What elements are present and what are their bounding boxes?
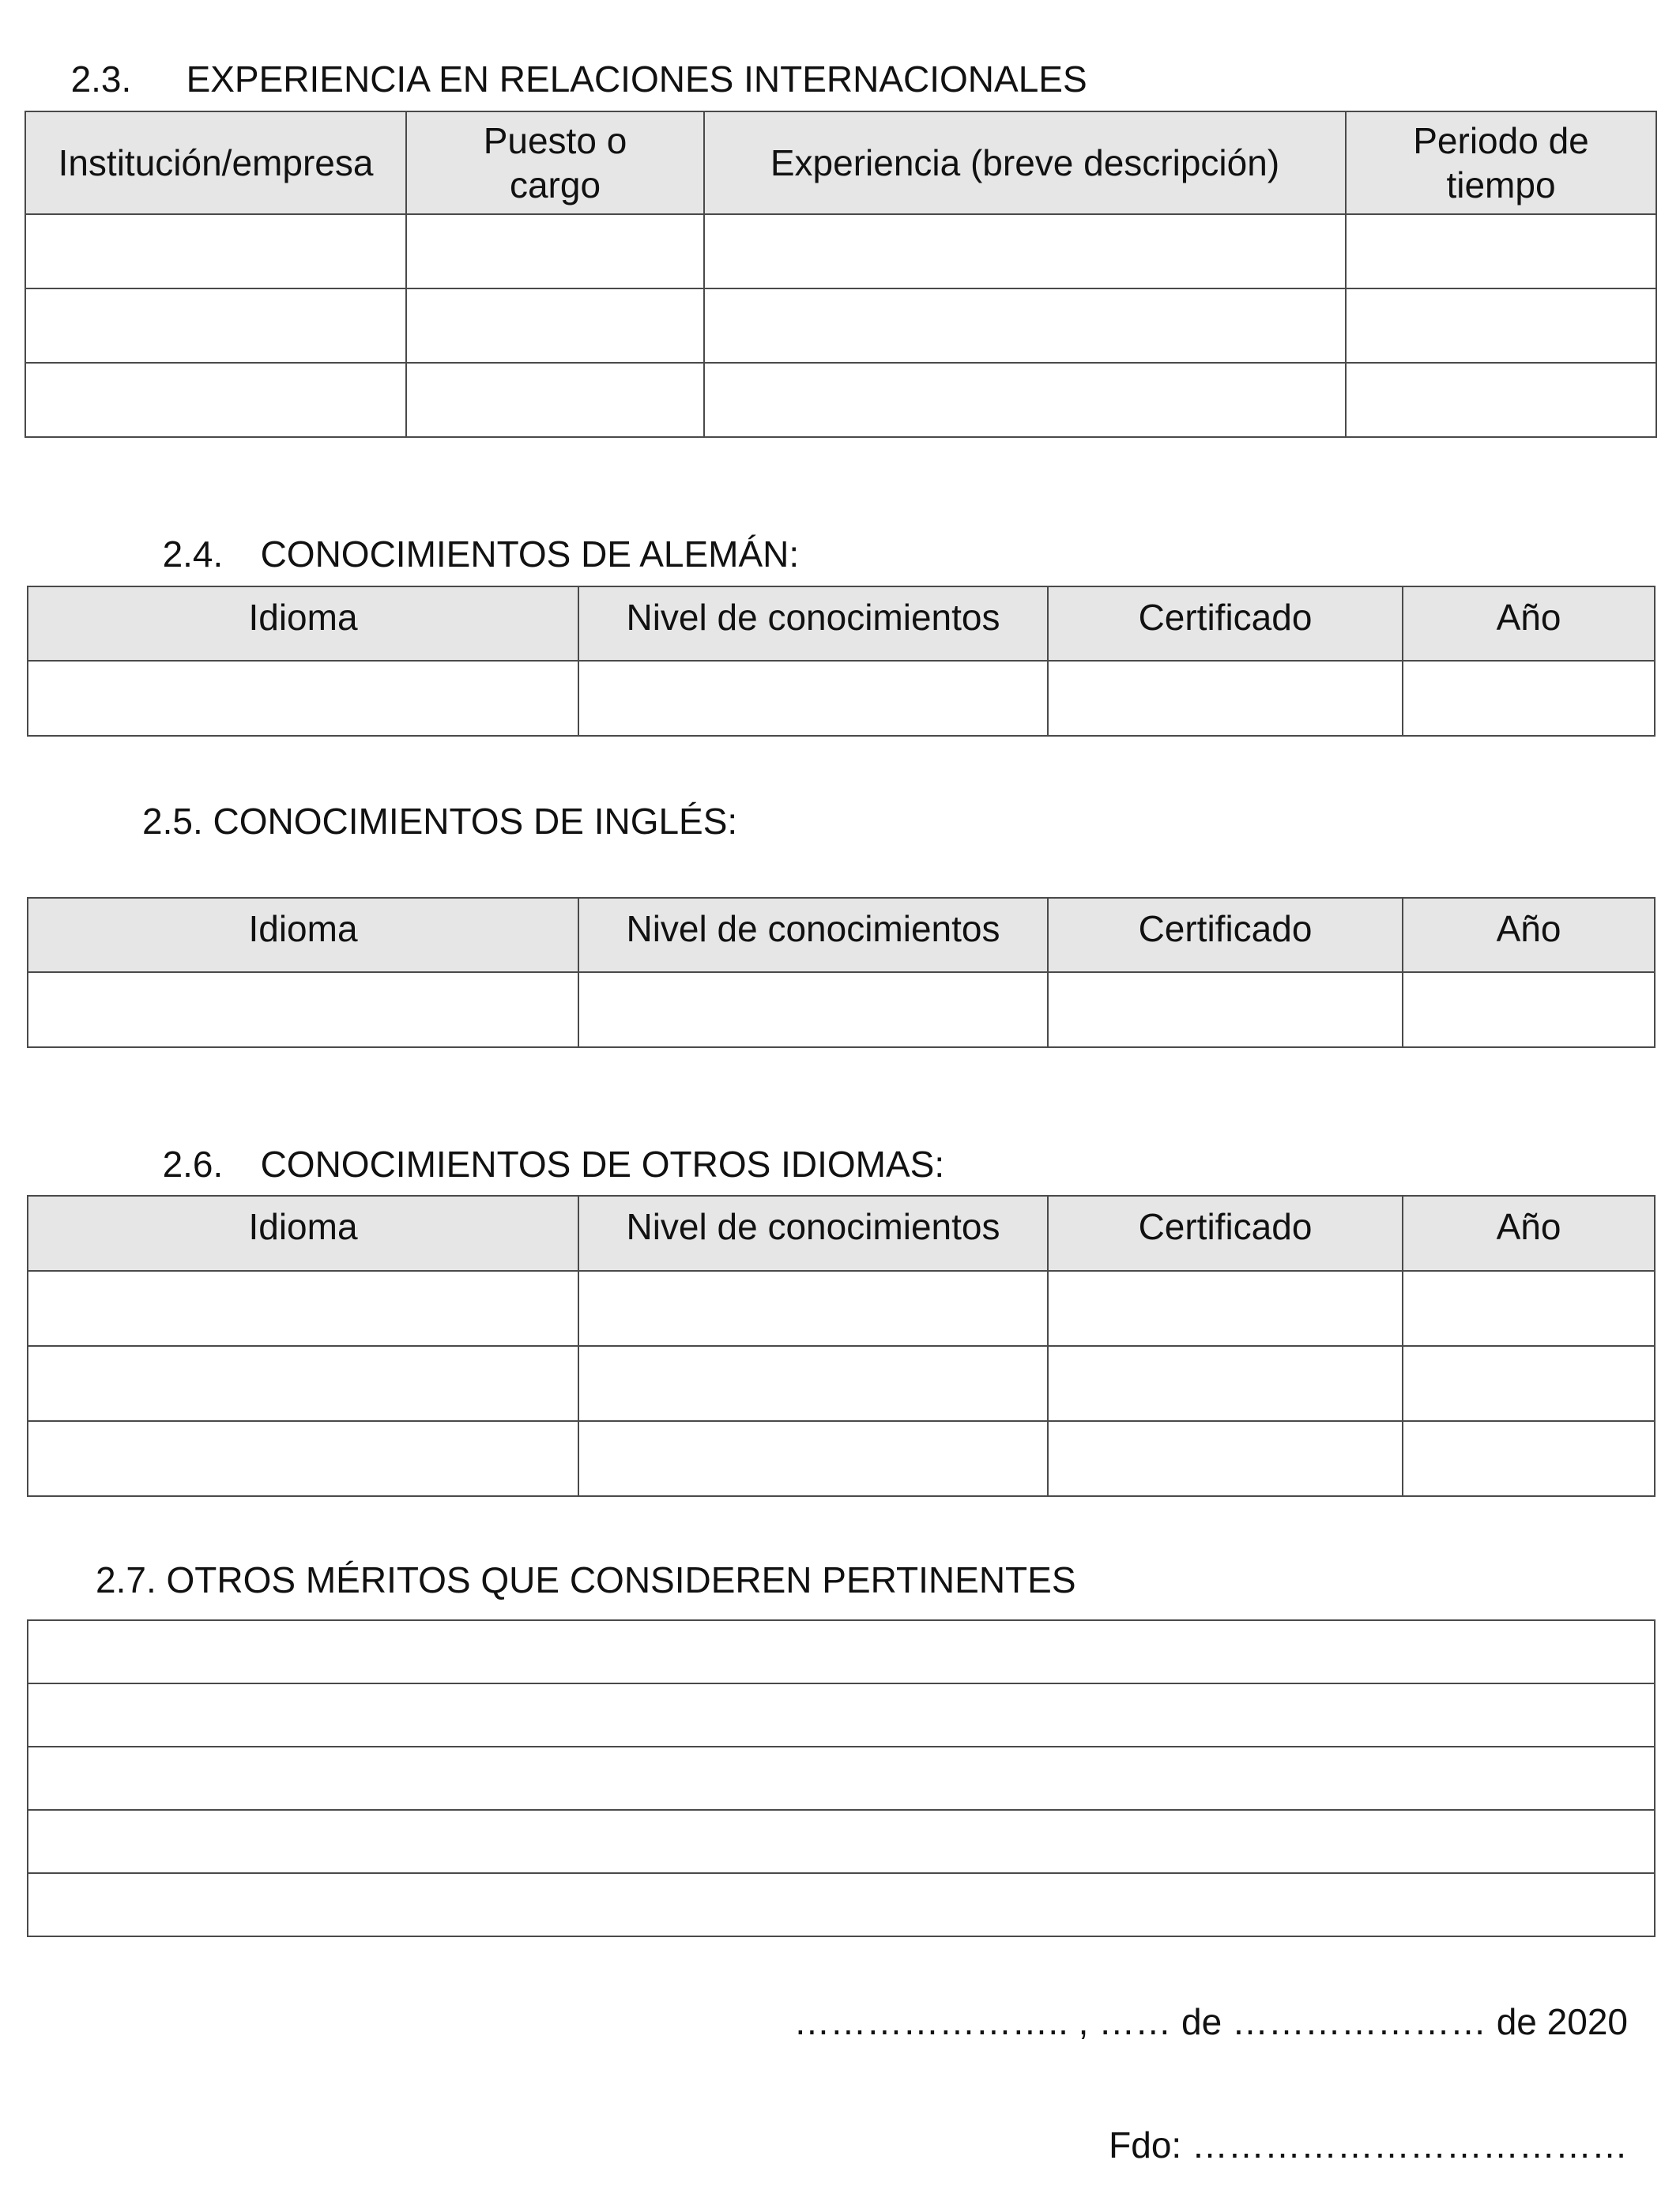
section-2-6-title: CONOCIMIENTOS DE OTROS IDIOMAS: [260,1144,945,1185]
section-2-5-heading: 2.5. CONOCIMIENTOS DE INGLÉS: [142,801,738,842]
section-2-6-number: 2.6. [162,1144,224,1185]
section-2-3-number: 2.3. [70,58,132,100]
table-cell[interactable] [704,288,1346,363]
table-cell[interactable] [1403,1346,1655,1421]
table-cell[interactable] [578,1346,1048,1421]
table-row [28,1421,1655,1496]
section-2-6-heading [142,1098,944,1186]
table-cell[interactable] [28,1346,578,1421]
table-row [28,1873,1655,1936]
column-header: Puesto o cargo [406,111,704,214]
column-header: Certificado [1048,1196,1403,1271]
table-row [25,214,1656,288]
section-2-4-heading [142,488,799,576]
table-cell[interactable] [704,214,1346,288]
table-cell[interactable] [1048,661,1403,736]
section-2-7-heading: 2.7. OTROS MÉRITOS QUE CONSIDEREN PERTINENTES [96,1559,1076,1600]
column-header: Idioma [28,586,578,661]
column-header: Año [1403,1196,1655,1271]
table-cell[interactable] [28,972,578,1047]
table-cell[interactable] [578,1421,1048,1496]
column-header: Idioma [28,1196,578,1271]
table-header-row [25,111,1656,214]
column-header: Año [1403,898,1655,972]
section-2-3-heading [51,13,1087,101]
table-cell[interactable] [406,288,704,363]
table-cell[interactable] [28,1747,1655,1810]
table-row [28,661,1655,736]
table-header-row [28,898,1655,972]
table-header-row [28,1196,1655,1271]
section-2-4-title: CONOCIMIENTOS DE ALEMÁN: [260,533,800,575]
table-cell[interactable] [1346,214,1656,288]
table-cell[interactable] [28,1271,578,1346]
place-date-line: ………………….. , …… de ………………… de 2020 [793,2001,1628,2042]
table-cell[interactable] [1048,972,1403,1047]
table-row [28,1683,1655,1747]
table-cell[interactable] [1403,661,1655,736]
table-cell[interactable] [1048,1271,1403,1346]
table-cell[interactable] [28,1620,1655,1683]
table-row [28,1747,1655,1810]
table-cell[interactable] [28,661,578,736]
column-header: Experiencia (breve descripción) [704,111,1346,214]
table-row [28,1346,1655,1421]
other-merits-table [27,1619,1656,1937]
table-row [28,1620,1655,1683]
table-cell[interactable] [25,363,406,437]
column-header: Certificado [1048,898,1403,972]
table-cell[interactable] [1048,1346,1403,1421]
signature-line: Fdo: ……………………………… [1109,2124,1628,2166]
table-row [25,288,1656,363]
table-cell[interactable] [1403,1271,1655,1346]
table-cell[interactable] [1403,1421,1655,1496]
section-2-4-number: 2.4. [162,533,224,575]
table-cell[interactable] [578,661,1048,736]
column-header: Año [1403,586,1655,661]
column-header: Periodo de tiempo [1346,111,1656,214]
column-header: Certificado [1048,586,1403,661]
table-row [28,972,1655,1047]
column-header: Nivel de conocimientos [578,586,1048,661]
table-cell[interactable] [1346,288,1656,363]
section-2-3-title: EXPERIENCIA EN RELACIONES INTERNACIONALES [186,58,1087,100]
table-row [25,363,1656,437]
english-knowledge-table [27,897,1656,1048]
table-cell[interactable] [25,288,406,363]
table-cell[interactable] [28,1873,1655,1936]
international-experience-table [24,111,1657,438]
table-cell[interactable] [578,1271,1048,1346]
column-header: Idioma [28,898,578,972]
table-row [28,1810,1655,1873]
table-cell[interactable] [578,972,1048,1047]
table-cell[interactable] [406,363,704,437]
table-cell[interactable] [1403,972,1655,1047]
table-cell[interactable] [28,1810,1655,1873]
table-cell[interactable] [1346,363,1656,437]
table-cell[interactable] [406,214,704,288]
table-header-row [28,586,1655,661]
other-languages-table [27,1195,1656,1497]
column-header: Institución/empresa [25,111,406,214]
table-cell[interactable] [25,214,406,288]
german-knowledge-table [27,586,1656,737]
column-header: Nivel de conocimientos [578,898,1048,972]
table-cell[interactable] [28,1421,578,1496]
table-row [28,1271,1655,1346]
table-cell[interactable] [28,1683,1655,1747]
table-cell[interactable] [704,363,1346,437]
column-header: Nivel de conocimientos [578,1196,1048,1271]
table-cell[interactable] [1048,1421,1403,1496]
